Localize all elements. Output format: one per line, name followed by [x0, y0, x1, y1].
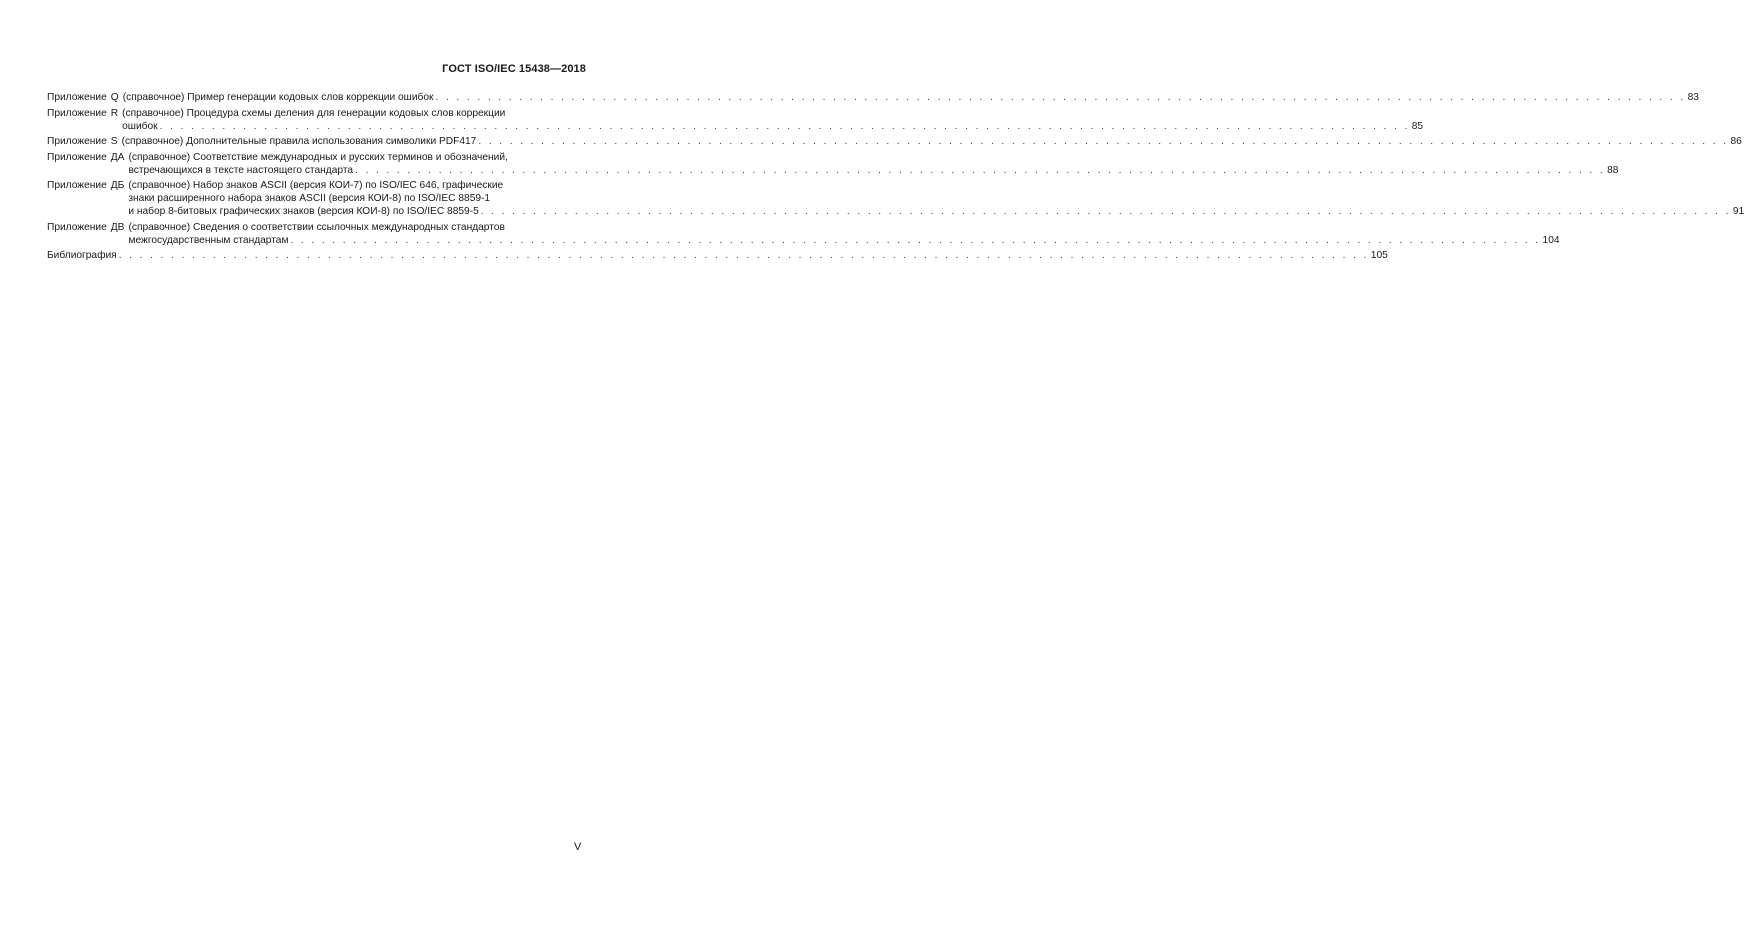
toc-entry-title [128, 221, 1560, 247]
toc-page-number[interactable]: 105 [1370, 250, 1388, 261]
toc-entry-title [122, 107, 1424, 133]
toc-entry[interactable] [47, 135, 1742, 148]
toc-entry-prefix: Приложение [47, 92, 107, 103]
toc-entry-title-line: и набор 8-битовых графических знаков (версия КОИ-8) по ISO/IEC 8859-5 [128, 206, 479, 217]
toc-page-number[interactable]: 83 [1687, 92, 1699, 103]
toc-entry-annex-letter: ДВ [110, 221, 125, 233]
toc-entry-title-line: (справочное) Дополнительные правила использования символики PDF417 [121, 136, 477, 147]
standard-designation: ГОСТ ISO/IEC 15438—2018 [442, 63, 586, 75]
toc-page-number[interactable]: 104 [1542, 234, 1560, 246]
toc-dot-leader: . . . . . . . . . . . . . . . . . . . . . . . . . . . . . . . . . . . . . . . . . . . . . . . . . . . . . . . . . . . . . . . . . . . . . . . . . . . . . . . . . . . . . . . . . . . . . . . . . . . . . . . . . . . . . . . . . . . . . . . . [159, 120, 1410, 132]
toc-entry-annex-letter: ДА [110, 151, 125, 163]
toc-entry-title-line: знаки расширенного набора знаков ASCII (версия КОИ-8) по ISO/IEC 8859-1 [128, 193, 491, 204]
toc-entry-prefix: Приложение [47, 136, 107, 147]
toc-page-number[interactable]: 86 [1730, 136, 1742, 147]
toc-entry-title-line: (справочное) Процедура схемы деления для генерации кодовых слов коррекции [122, 107, 506, 119]
toc-entry[interactable] [47, 179, 1744, 218]
toc-entry-title [128, 151, 1619, 177]
toc-entry-leader-line [117, 249, 1388, 262]
toc-entry-title-line: ошибок [122, 120, 158, 132]
toc-entry-title-line: межгосударственным стандартам [128, 234, 289, 246]
toc-entry[interactable] [47, 151, 1619, 177]
toc-dot-leader: . . . . . . . . . . . . . . . . . . . . . . . . . . . . . . . . . . . . . . . . . . . . . . . . . . . . . . . . . . . . . . . . . . . . . . . . . . . . . . . . . . . . . . . . . . . . . . . . . . . . . . . . . . . . . . . . . . . . . . . . [290, 234, 1541, 246]
toc-entry-leader-line [122, 120, 1424, 133]
toc-entry-label [47, 151, 128, 164]
toc-dot-leader: . . . . . . . . . . . . . . . . . . . . . . . . . . . . . . . . . . . . . . . . . . . . . . . . . . . . . . . . . . . . . . . . . . . . . . . . . . . . . . . . . . . . . . . . . . . . . . . . . . . . . . . . . . . . . . . . . . . . . . . . [480, 206, 1731, 217]
toc-entry-title [117, 249, 1388, 262]
page-number: V [574, 841, 582, 853]
table-of-contents [47, 91, 1744, 265]
toc-dot-leader: . . . . . . . . . . . . . . . . . . . . . . . . . . . . . . . . . . . . . . . . . . . . . . . . . . . . . . . . . . . . . . . . . . . . . . . . . . . . . . . . . . . . . . . . . . . . . . . . . . . . . . . . . . . . . . . . . . . . . . . . [355, 164, 1606, 176]
toc-entry-leader-line [121, 135, 1742, 148]
toc-entry[interactable] [47, 107, 1424, 133]
toc-entry-prefix: Приложение [47, 151, 107, 163]
toc-entry[interactable] [47, 221, 1560, 247]
toc-entry-title [121, 135, 1742, 148]
toc-entry-label [47, 135, 122, 148]
toc-entry-prefix: Приложение [47, 107, 107, 119]
toc-entry[interactable] [47, 91, 1699, 104]
toc-entry-leader-line [128, 234, 1560, 247]
toc-entry-leader-line [122, 91, 1699, 104]
toc-entry-leader-line [128, 164, 1619, 177]
toc-dot-leader: . . . . . . . . . . . . . . . . . . . . . . . . . . . . . . . . . . . . . . . . . . . . . . . . . . . . . . . . . . . . . . . . . . . . . . . . . . . . . . . . . . . . . . . . . . . . . . . . . . . . . . . . . . . . . . . . . . . . . . . . [435, 92, 1686, 103]
toc-entry-prefix: Библиография [47, 250, 117, 261]
toc-entry-label [47, 249, 117, 262]
toc-page-number[interactable]: 85 [1411, 120, 1424, 132]
toc-entry-title-line: (справочное) Пример генерации кодовых слов коррекции ошибок [122, 92, 434, 103]
toc-entry[interactable] [47, 249, 1388, 262]
toc-dot-leader: . . . . . . . . . . . . . . . . . . . . . . . . . . . . . . . . . . . . . . . . . . . . . . . . . . . . . . . . . . . . . . . . . . . . . . . . . . . . . . . . . . . . . . . . . . . . . . . . . . . . . . . . . . . . . . . . . . . . . . . . [118, 250, 1369, 261]
toc-entry-prefix: Приложение [47, 221, 107, 233]
toc-dot-leader: . . . . . . . . . . . . . . . . . . . . . . . . . . . . . . . . . . . . . . . . . . . . . . . . . . . . . . . . . . . . . . . . . . . . . . . . . . . . . . . . . . . . . . . . . . . . . . . . . . . . . . . . . . . . . . . . . . . . . . . . [478, 136, 1729, 147]
toc-entry-leader-line [128, 205, 1744, 218]
toc-entry-title [128, 179, 1744, 218]
toc-entry-title-line: (справочное) Соответствие международных и русских терминов и обозначений, [128, 151, 508, 163]
toc-entry-annex-letter: R [110, 107, 119, 119]
toc-entry-label [47, 221, 128, 234]
toc-entry-annex-letter: Q [110, 92, 119, 103]
toc-page-number[interactable]: 88 [1607, 164, 1619, 176]
toc-entry-annex-letter: ДБ [110, 180, 125, 191]
toc-entry-label [47, 107, 122, 120]
toc-entry-label [47, 179, 128, 192]
toc-entry-title-line: (справочное) Сведения о соответствии ссылочных международных стандартов [128, 221, 505, 233]
toc-entry-label [47, 91, 123, 104]
toc-page-number[interactable]: 91 [1732, 206, 1744, 217]
toc-entry-annex-letter: S [110, 136, 118, 147]
toc-entry-prefix: Приложение [47, 180, 107, 191]
toc-entry-title-line: встречающихся в тексте настоящего стандарта [128, 164, 354, 176]
toc-entry-title-line: (справочное) Набор знаков ASCII (версия КОИ-7) по ISO/IEC 646, графические [128, 180, 504, 191]
toc-entry-title [122, 91, 1699, 104]
